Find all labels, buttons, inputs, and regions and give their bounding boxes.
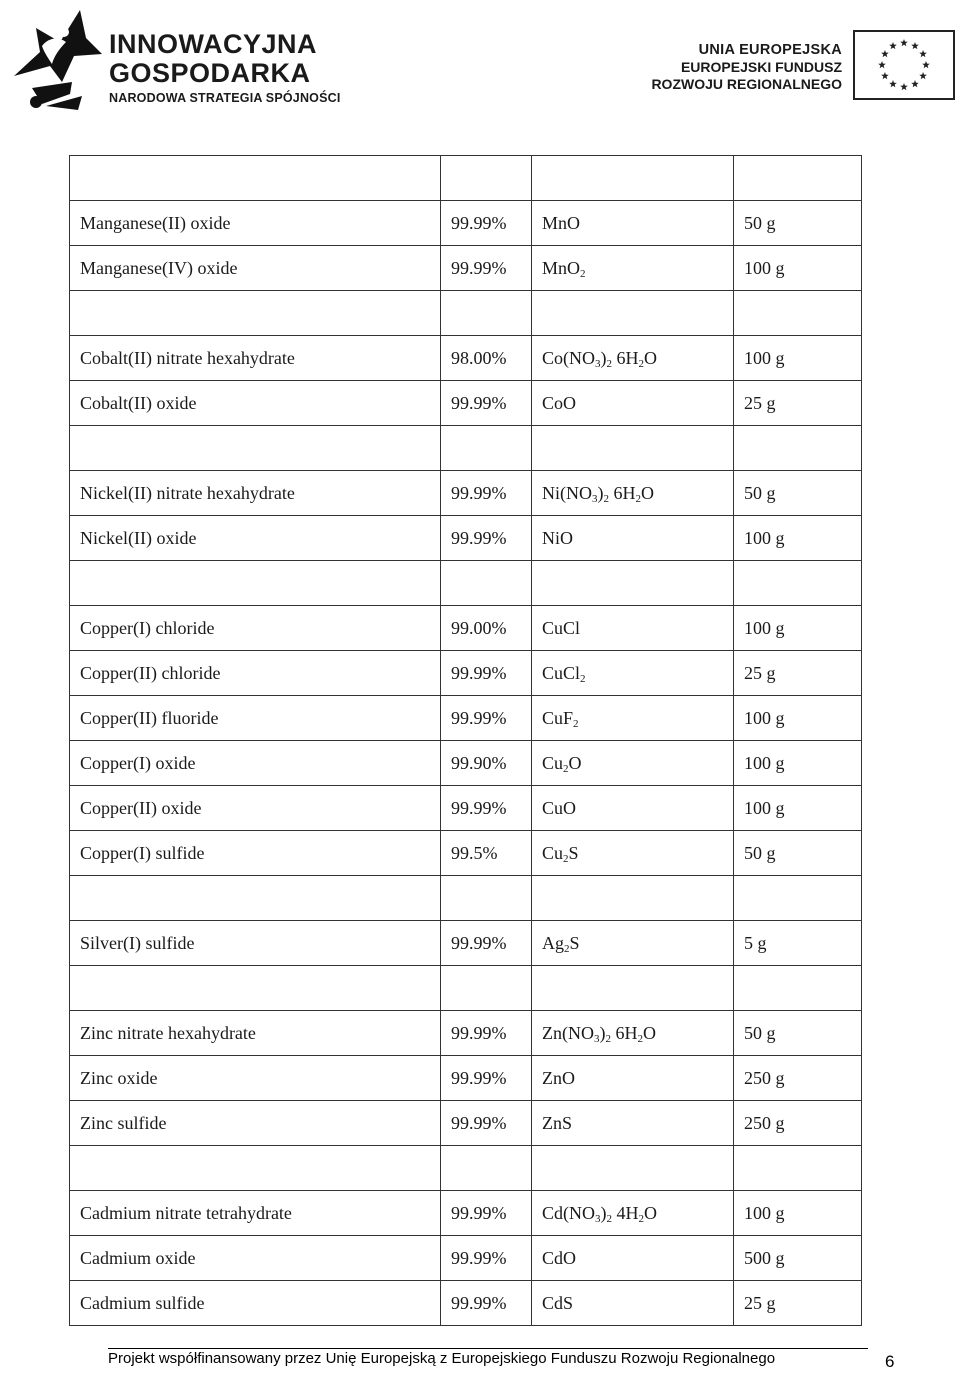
formula-cell: $Co(NO_3)_2$ $6H_2O$ [532, 336, 734, 381]
formula-cell: MnO$_2$ [532, 246, 734, 291]
purity-cell: 99.90% [441, 741, 532, 786]
formula-cell: $Ni(NO_3)_2$ $6H_2O$ [532, 471, 734, 516]
empty-cell [734, 876, 862, 921]
empty-cell [734, 1146, 862, 1191]
purity-cell: 99.99% [441, 696, 532, 741]
empty-cell [441, 291, 532, 336]
purity-cell: 99.99% [441, 1236, 532, 1281]
logo-line-1: INNOWACYJNA [109, 29, 318, 59]
amount-cell: 25 g [734, 651, 862, 696]
empty-cell [441, 966, 532, 1011]
group-spacer-row [70, 966, 862, 1011]
purity-cell: 99.00% [441, 606, 532, 651]
page-number: 6 [885, 1352, 895, 1371]
table-row [70, 1011, 862, 1056]
empty-cell [441, 561, 532, 606]
eu-star-icon [900, 39, 908, 46]
empty-cell [70, 426, 441, 471]
empty-cell [441, 426, 532, 471]
eu-fund-text [651, 42, 842, 93]
table-row [70, 516, 862, 561]
table-row [70, 246, 862, 291]
name-cell: Copper(I) chloride [70, 606, 441, 651]
eu-star-icon [889, 42, 897, 49]
empty-cell [70, 966, 441, 1011]
name-cell: Manganese(II) oxide [70, 201, 441, 246]
table-row [70, 921, 862, 966]
empty-cell [441, 1146, 532, 1191]
formula-cell: $Cd(NO_3)_2$ $4H_2O$ [532, 1191, 734, 1236]
formula-cell: $Zn(NO_3)_2$ $6H_2O$ [532, 1011, 734, 1056]
table-row [70, 1101, 862, 1146]
purity-cell: 99.99% [441, 1101, 532, 1146]
table-row [70, 1281, 862, 1326]
formula-cell: CuO [532, 786, 734, 831]
table-row [70, 336, 862, 381]
eu-star-icon [911, 42, 919, 49]
empty-cell [532, 426, 734, 471]
name-cell: Nickel(II) oxide [70, 516, 441, 561]
empty-cell [70, 156, 441, 201]
table-row [70, 786, 862, 831]
purity-cell: 99.99% [441, 1281, 532, 1326]
name-cell: Cadmium nitrate tetrahydrate [70, 1191, 441, 1236]
purity-cell: 99.99% [441, 516, 532, 561]
empty-cell [70, 876, 441, 921]
amount-cell: 500 g [734, 1236, 862, 1281]
amount-cell: 5 g [734, 921, 862, 966]
footer-text: Projekt współfinansowany przez Unię Europejską z Europejskiego Funduszu Rozwoju Regionalnego [108, 1350, 776, 1367]
purity-cell: 99.99% [441, 201, 532, 246]
eu-star-icon [919, 72, 927, 79]
logo-line-3: NARODOWA STRATEGIA SPÓJNOŚCI [109, 91, 341, 105]
purity-cell: 99.99% [441, 246, 532, 291]
name-cell: Zinc nitrate hexahydrate [70, 1011, 441, 1056]
table-row [70, 471, 862, 516]
table-row [70, 696, 862, 741]
formula-cell: NiO [532, 516, 734, 561]
formula-cell: ZnS [532, 1101, 734, 1146]
amount-cell: 50 g [734, 831, 862, 876]
name-cell: Cadmium oxide [70, 1236, 441, 1281]
amount-cell: 100 g [734, 606, 862, 651]
eu-flag-icon [853, 30, 955, 100]
amount-cell: 50 g [734, 471, 862, 516]
eu-line-2: EUROPEJSKI FUNDUSZ [680, 59, 842, 75]
amount-cell: 50 g [734, 201, 862, 246]
empty-cell [441, 156, 532, 201]
table-row [70, 651, 862, 696]
amount-cell: 100 g [734, 516, 862, 561]
group-spacer-row [70, 426, 862, 471]
group-spacer-row [70, 291, 862, 336]
formula-cell: MnO [532, 201, 734, 246]
name-cell: Copper(II) oxide [70, 786, 441, 831]
eu-star-icon [900, 83, 908, 90]
formula-cell: $Ag_2S$ [532, 921, 734, 966]
table-row [70, 741, 862, 786]
empty-cell [734, 966, 862, 1011]
amount-cell: 100 g [734, 1191, 862, 1236]
name-cell: Cobalt(II) nitrate hexahydrate [70, 336, 441, 381]
amount-cell: 25 g [734, 381, 862, 426]
name-cell: Cobalt(II) oxide [70, 381, 441, 426]
purity-cell: 99.99% [441, 921, 532, 966]
table-row [70, 1191, 862, 1236]
amount-cell: 250 g [734, 1101, 862, 1146]
eu-star-icon [911, 80, 919, 87]
amount-cell: 250 g [734, 1056, 862, 1101]
amount-cell: 100 g [734, 741, 862, 786]
purity-cell: 99.99% [441, 1011, 532, 1056]
name-cell: Copper(II) chloride [70, 651, 441, 696]
table-row [70, 1056, 862, 1101]
eu-star-icon [878, 61, 886, 68]
formula-cell: CuCl [532, 606, 734, 651]
empty-cell [532, 156, 734, 201]
table-row [70, 831, 862, 876]
table-row [70, 201, 862, 246]
eu-star-icon [922, 61, 930, 68]
group-spacer-row [70, 561, 862, 606]
group-spacer-row [70, 1146, 862, 1191]
purity-cell: 98.00% [441, 336, 532, 381]
eu-star-icon [881, 50, 889, 57]
chemicals-table [69, 155, 862, 1326]
name-cell: Zinc sulfide [70, 1101, 441, 1146]
purity-cell: 99.99% [441, 381, 532, 426]
empty-cell [734, 426, 862, 471]
purity-cell: 99.99% [441, 471, 532, 516]
amount-cell: 25 g [734, 1281, 862, 1326]
purity-cell: 99.5% [441, 831, 532, 876]
logo-text [109, 30, 341, 106]
amount-cell: 100 g [734, 336, 862, 381]
purity-cell: 99.99% [441, 1191, 532, 1236]
table-row [70, 1236, 862, 1281]
innowacyjna-gospodarka-logo-icon [12, 8, 104, 114]
logo-line-2: GOSPODARKA [109, 58, 311, 88]
footer-divider [108, 1348, 868, 1349]
empty-cell [532, 1146, 734, 1191]
formula-cell: CdO [532, 1236, 734, 1281]
name-cell: Nickel(II) nitrate hexahydrate [70, 471, 441, 516]
name-cell: Copper(I) sulfide [70, 831, 441, 876]
eu-star-icon [889, 80, 897, 87]
formula-cell: CdS [532, 1281, 734, 1326]
amount-cell: 50 g [734, 1011, 862, 1056]
purity-cell: 99.99% [441, 651, 532, 696]
name-cell: Zinc oxide [70, 1056, 441, 1101]
name-cell: Silver(I) sulfide [70, 921, 441, 966]
empty-cell [734, 291, 862, 336]
purity-cell: 99.99% [441, 786, 532, 831]
amount-cell: 100 g [734, 696, 862, 741]
formula-cell: CuCl$_2$ [532, 651, 734, 696]
name-cell: Manganese(IV) oxide [70, 246, 441, 291]
amount-cell: 100 g [734, 246, 862, 291]
empty-cell [70, 291, 441, 336]
empty-cell [532, 291, 734, 336]
purity-cell: 99.99% [441, 1056, 532, 1101]
empty-cell [441, 876, 532, 921]
formula-cell: CoO [532, 381, 734, 426]
table-row [70, 606, 862, 651]
name-cell: Copper(I) oxide [70, 741, 441, 786]
empty-cell [532, 966, 734, 1011]
empty-cell [734, 561, 862, 606]
empty-cell [734, 156, 862, 201]
group-spacer-row [70, 156, 862, 201]
name-cell: Cadmium sulfide [70, 1281, 441, 1326]
empty-cell [532, 876, 734, 921]
eu-star-icon [919, 50, 927, 57]
eu-line-1: UNIA EUROPEJSKA [698, 42, 842, 58]
empty-cell [532, 561, 734, 606]
formula-cell: $Cu_2O$ [532, 741, 734, 786]
amount-cell: 100 g [734, 786, 862, 831]
formula-cell: CuF$_2$ [532, 696, 734, 741]
table-row [70, 381, 862, 426]
eu-star-icon [881, 72, 889, 79]
page-header [0, 0, 960, 120]
empty-cell [70, 1146, 441, 1191]
innowacyjna-gospodarka-logo [6, 4, 356, 114]
empty-cell [70, 561, 441, 606]
eu-line-3: ROZWOJU REGIONALNEGO [651, 76, 842, 92]
formula-cell: $Cu_2S$ [532, 831, 734, 876]
name-cell: Copper(II) fluoride [70, 696, 441, 741]
formula-cell: ZnO [532, 1056, 734, 1101]
group-spacer-row [70, 876, 862, 921]
